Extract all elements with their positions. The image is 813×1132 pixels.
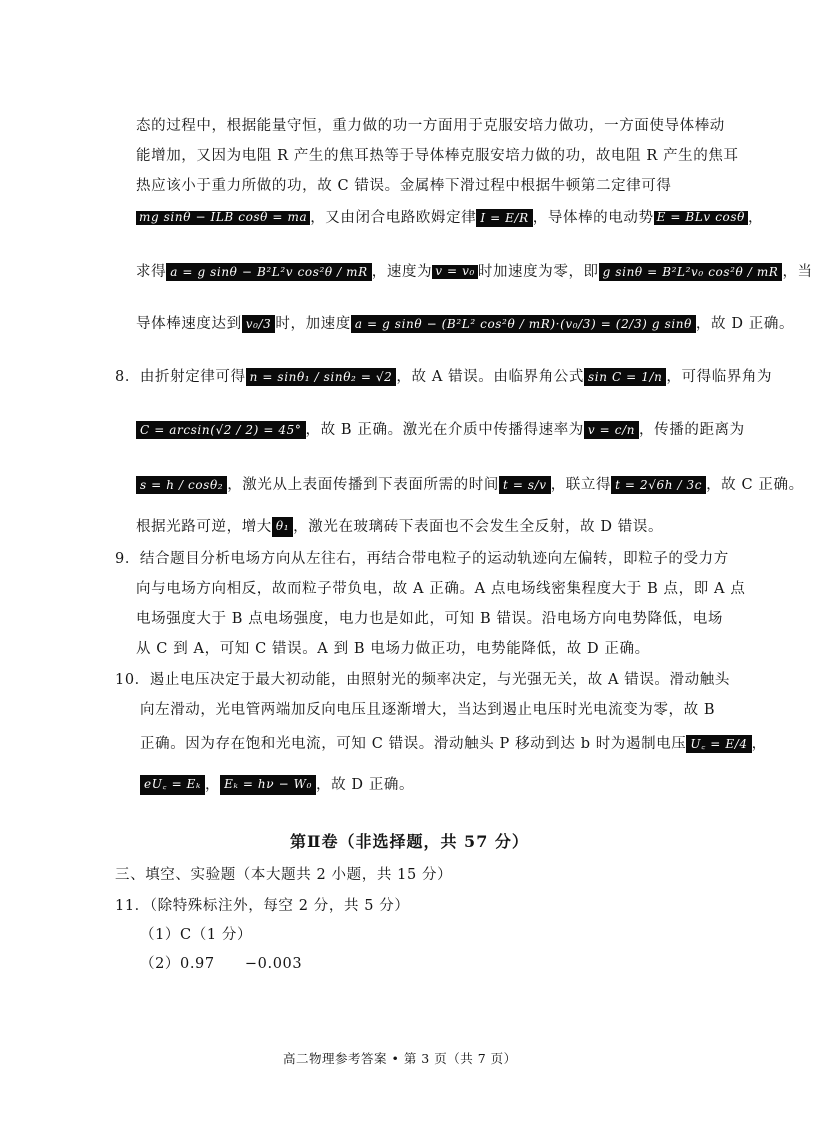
formula-emf: E = BLv cosθ — [654, 211, 748, 225]
text-fragment: ，传播的距离为 — [639, 422, 745, 438]
text-line — [136, 472, 804, 498]
text-fragment: ，激光从上表面传播到下表面所需的时间 — [227, 477, 499, 493]
text-line: 10．遏止电压决定于最大初动能，由照射光的频率决定，与光强无关，故 A 错误。滑动触头 — [115, 672, 730, 688]
text-fragment: ，故 D 正确。 — [695, 316, 795, 332]
formula-time-result: t = 2√6h / 3c — [611, 476, 706, 494]
text-fragment: ，导体棒的电动势 — [532, 210, 654, 226]
text-fragment: 根据光路可逆，增大 — [136, 519, 272, 535]
formula-v-v0: v = v₀ — [432, 265, 478, 279]
formula-zero-acceleration: g sinθ = B²L²v₀ cos²θ / mR — [599, 263, 783, 281]
text-fragment: ， — [751, 736, 767, 752]
text-line: 从 C 到 A，可知 C 错误。A 到 B 电场力做正功，电势能降低，故 D 正确。 — [136, 641, 650, 657]
text-line: 能增加，又因为电阻 R 产生的焦耳热等于导体棒克服安培力做的功，故电阻 R 产生的焦耳 — [136, 148, 739, 164]
text-line: 向左滑动，光电管两端加反向电压且逐渐增大，当达到遏止电压时光电流变为零，故 B — [140, 702, 716, 718]
text-line — [136, 311, 794, 337]
text-line: 9．结合题目分析电场方向从左往右，再结合带电粒子的运动轨迹向左偏转，即粒子的受力方 — [115, 551, 729, 567]
formula-ek: Eₖ = hν − W₀ — [220, 775, 316, 795]
formula-time: t = s/v — [499, 476, 551, 494]
text-line: 电场强度大于 B 点电场强度，电力也是如此，可知 B 错误。沿电场方向电势降低，电场 — [136, 611, 723, 627]
text-fragment: 正确。因为存在饱和光电流，可知 C 错误。滑动触头 P 移动到达 b 时为遏制电压 — [140, 736, 687, 752]
text-fragment: ，故 B 正确。激光在介质中传播得速率为 — [305, 422, 584, 438]
formula-critical-angle: C = arcsin(√2 / 2) = 45° — [136, 421, 306, 439]
text-fragment: ，可得临界角为 — [666, 369, 773, 385]
answer-line: （2）0.97 −0.003 — [140, 956, 303, 972]
text-line — [136, 514, 663, 540]
text-fragment: ， — [747, 210, 764, 226]
text-line — [140, 731, 767, 757]
formula-theta1: θ₁ — [272, 517, 293, 537]
formula-ohm: I = E/R — [476, 209, 532, 227]
text-line: 态的过程中，根据能量守恒，重力做的功一方面用于克服安培力做功，一方面使导体棒动 — [136, 118, 725, 134]
text-fragment: ，激光在玻璃砖下表面也不会发生全反射，故 D 错误。 — [293, 519, 664, 535]
formula-sin-c: sin C = 1/n — [584, 368, 666, 386]
text-fragment: ，故 A 错误。由临界角公式 — [396, 369, 584, 385]
formula-v0-third: v₀/3 — [242, 315, 276, 333]
formula-newton: mg sinθ − ILB cosθ = ma — [136, 211, 310, 225]
formula-snell: n = sinθ₁ / sinθ₂ = √2 — [246, 368, 397, 386]
text-line: 热应该小于重力所做的功，故 C 错误。金属棒下滑过程中根据牛顿第二定律可得 — [136, 178, 672, 194]
formula-speed: v = c/n — [584, 421, 639, 439]
text-fragment: 时，加速度 — [275, 316, 351, 332]
section-heading: 第Ⅱ卷（非选择题，共 57 分） — [290, 832, 529, 851]
text-line — [140, 772, 414, 798]
text-line — [136, 205, 763, 231]
text-fragment: ，速度为 — [371, 264, 433, 280]
text-fragment: ，故 C 正确。 — [706, 477, 804, 493]
formula-eUc: eU꜀ = Eₖ — [140, 775, 205, 795]
formula-stopping-voltage: U꜀ = E/4 — [686, 735, 751, 753]
text-fragment: ，又由闭合电路欧姆定律 — [310, 210, 477, 226]
answer-line: （1）C（1 分） — [140, 927, 253, 943]
text-fragment: ，故 D 正确。 — [315, 777, 415, 793]
text-line — [136, 259, 813, 285]
text-line: 向与电场方向相反，故而粒子带负电，故 A 正确。A 点电场线密集程度大于 B 点，即 A 点 — [136, 581, 746, 597]
text-fragment: 时加速度为零，即 — [477, 264, 599, 280]
question-heading: 11．（除特殊标注外，每空 2 分，共 5 分） — [115, 898, 410, 914]
text-fragment: ，联立得 — [550, 477, 612, 493]
text-line — [115, 364, 772, 390]
text-fragment: ， — [205, 777, 221, 793]
text-line — [136, 417, 745, 443]
formula-acceleration-result: a = g sinθ − (B²L² cos²θ / mR)·(v₀/3) = (2/3) g sinθ — [351, 315, 696, 333]
formula-distance: s = h / cosθ₂ — [136, 476, 227, 494]
part-heading: 三、填空、实验题（本大题共 2 小题，共 15 分） — [115, 867, 453, 883]
text-fragment: ，当 — [782, 264, 813, 280]
text-fragment: 导体棒速度达到 — [136, 316, 242, 332]
page-footer: 高二物理参考答案 • 第 3 页（共 7 页） — [283, 1051, 517, 1066]
text-fragment: 8．由折射定律可得 — [115, 369, 246, 385]
formula-acceleration: a = g sinθ − B²L²v cos²θ / mR — [166, 263, 372, 281]
text-fragment: 求得 — [136, 264, 167, 280]
